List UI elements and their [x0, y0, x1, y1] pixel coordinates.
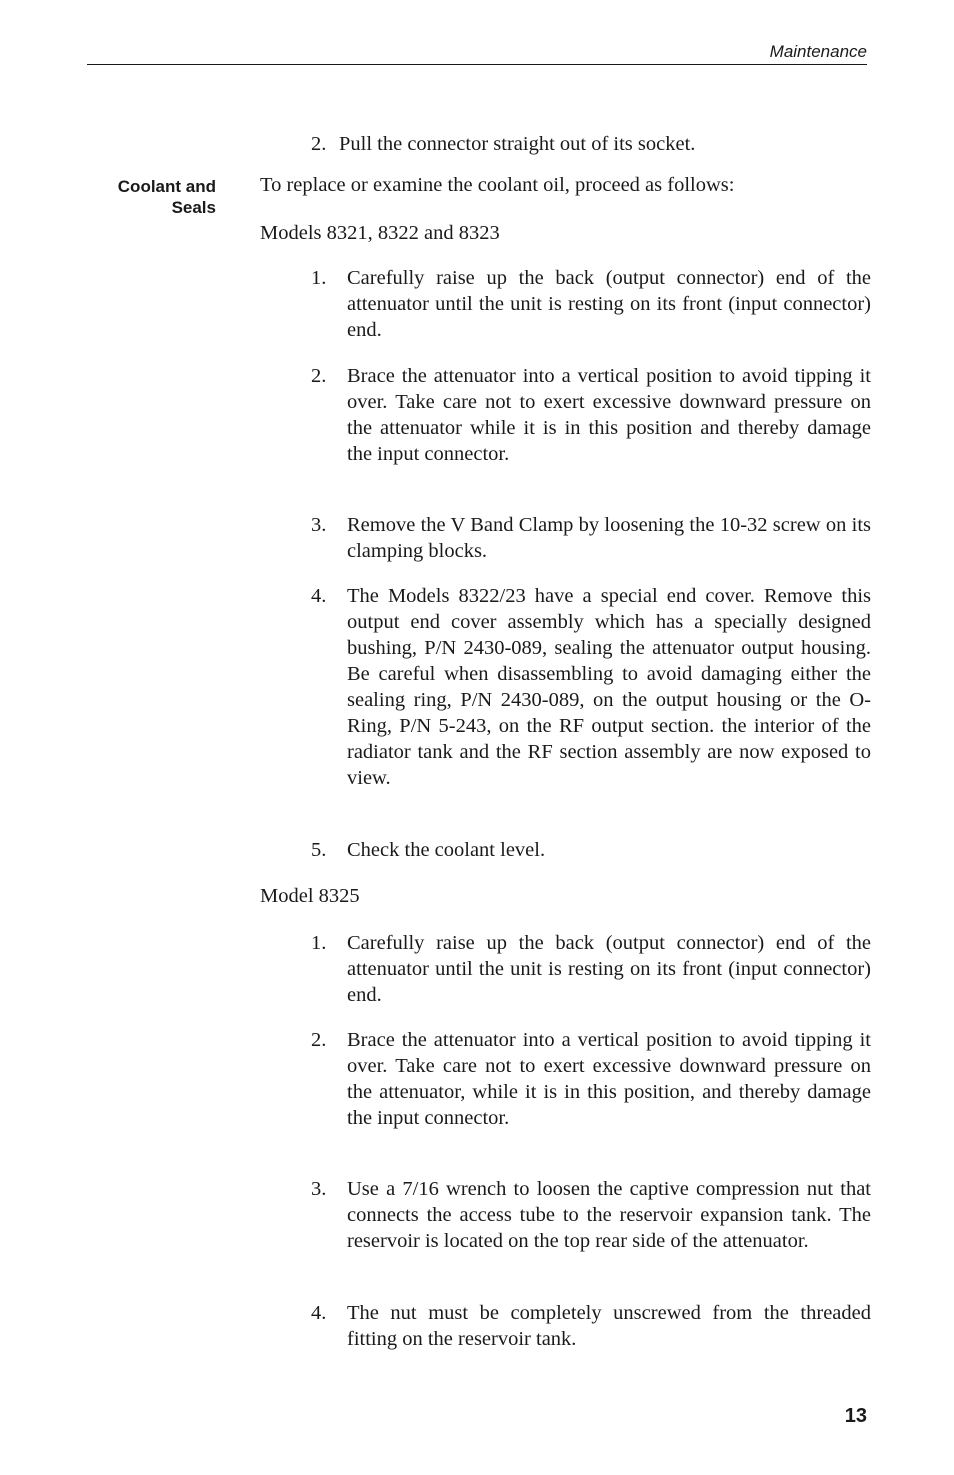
group2-step-1: [311, 930, 871, 1008]
step-text: Carefully raise up the back (output connector) end of the attenuator until the unit is resting on its front (input connector) end.: [347, 267, 871, 341]
header-rule: [87, 64, 867, 65]
step-number: 4.: [311, 585, 327, 607]
step-number: 2.: [311, 1029, 327, 1051]
step-text: Carefully raise up the back (output connector) end of the attenuator until the unit is resting on its front (input connector) end.: [347, 932, 871, 1006]
group1-step-1: [311, 265, 871, 343]
step-number: 3.: [311, 514, 327, 536]
step-number: 1.: [311, 267, 327, 289]
step-text: Use a 7/16 wrench to loosen the captive compression nut that connects the access tube to the reservoir expansion tank. The reservoir is located on the top rear side of the attenuator.: [347, 1178, 871, 1252]
step-text: The nut must be completely unscrewed from the threaded fitting on the reservoir tank.: [347, 1302, 871, 1350]
group2-step-2: [311, 1027, 871, 1131]
group1-step-3: [311, 512, 871, 564]
page-number: 13: [844, 1405, 867, 1427]
group1-step-4: [311, 583, 871, 791]
step-number: 2.: [311, 365, 327, 387]
group2-title: Model 8325: [260, 885, 360, 907]
group1-step-2: [311, 363, 871, 467]
intro-step: [311, 131, 871, 157]
step-number: 3.: [311, 1178, 327, 1200]
step-text: Remove the V Band Clamp by loosening the 10-32 screw on its clamping blocks.: [347, 514, 871, 562]
group2-step-3: [311, 1176, 871, 1254]
group1-step-5: [311, 837, 871, 863]
step-text: Check the coolant level.: [347, 839, 546, 861]
step-text: Brace the attenuator into a vertical position to avoid tipping it over. Take care not to exert excessive downward pressure on the attenuator, while it is in this position, and thereby damage the input connector.: [347, 1029, 871, 1129]
side-heading: [96, 176, 216, 218]
step-number: 5.: [311, 839, 327, 861]
step-text: Pull the connector straight out of its socket.: [339, 133, 696, 155]
step-number: 4.: [311, 1302, 327, 1324]
step-text: The Models 8322/23 have a special end cover. Remove this output end cover assembly which has a specially designed bushing, P/N 2430-089, sealing the attenuator output housing. Be careful when disassembling to avoid damaging either the sealing ring, P/N 2430-089, on the output housing or the O-Ring, P/N 5-243, on the RF output section. the interior of the radiator tank and the RF section assembly are now exposed to view.: [347, 585, 871, 789]
step-text: Brace the attenuator into a vertical position to avoid tipping it over. Take care not to exert excessive downward pressure on the attenuator while it is in this position and thereby damage the input connector.: [347, 365, 871, 465]
step-number: 1.: [311, 932, 327, 954]
side-heading-line2: Seals: [171, 198, 216, 217]
lead-paragraph: To replace or examine the coolant oil, proceed as follows:: [260, 174, 735, 196]
group2-step-4: [311, 1300, 871, 1352]
side-heading-line1: Coolant and: [117, 177, 216, 196]
group1-title: Models 8321, 8322 and 8323: [260, 222, 500, 244]
running-header: Maintenance: [769, 42, 867, 61]
step-number: 2.: [311, 133, 327, 155]
